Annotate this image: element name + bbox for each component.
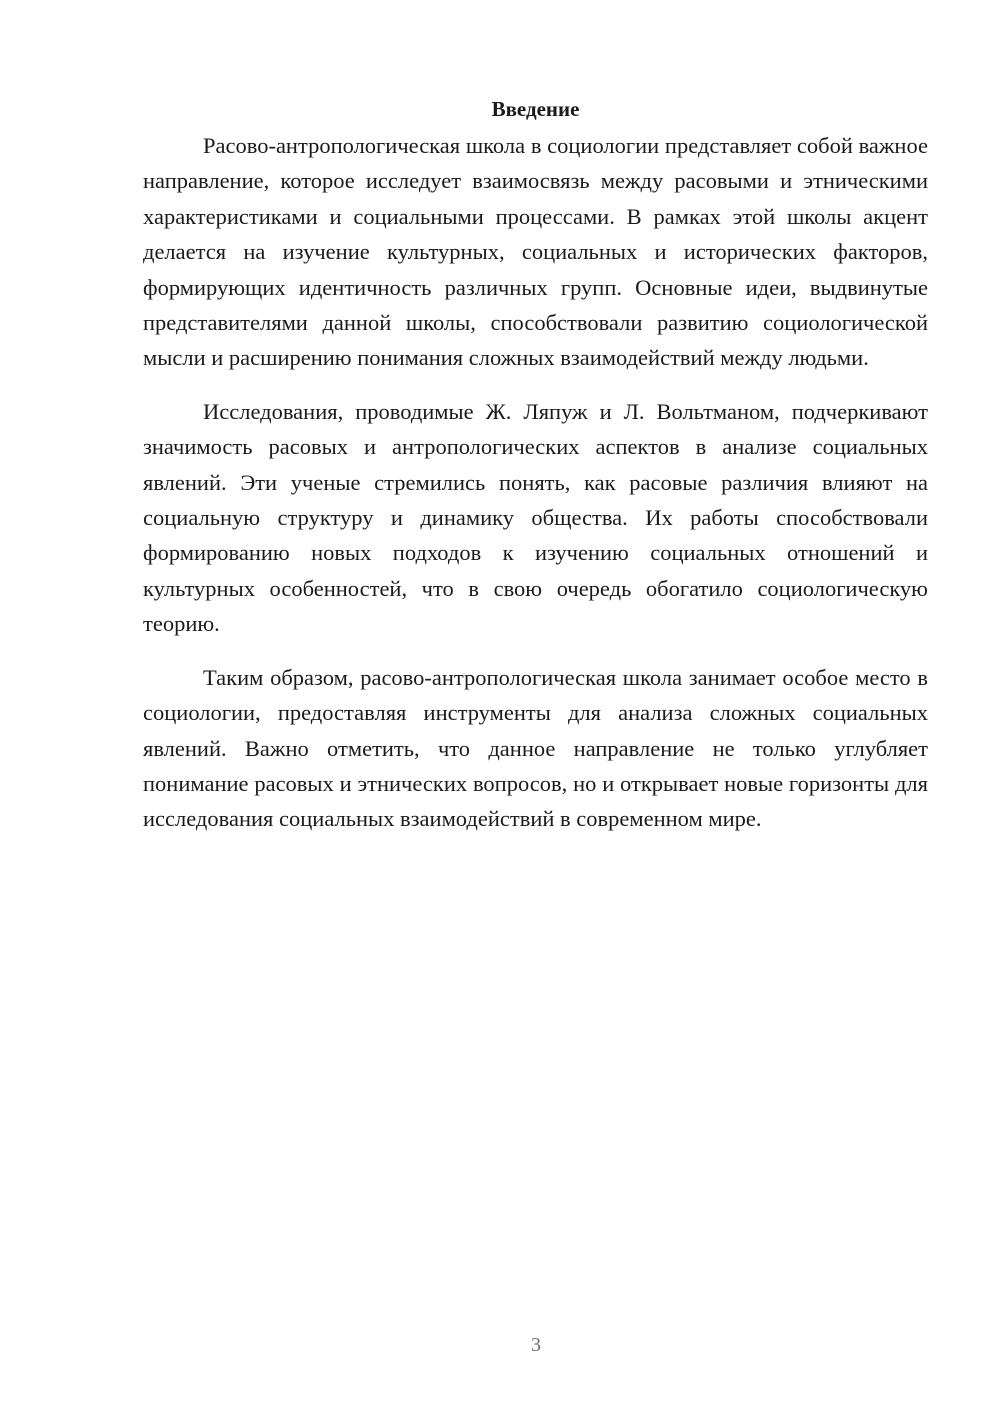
page-number: 3 [531,1334,541,1356]
page-content [143,92,928,855]
paragraph-conclusion: Таким образом, расово-антропологическая школа занимает особое место в социологии, предоставляя инструменты для анализа сложных социальных явлений. Важно отметить, что данное направление не только углубляет понимание расовых и этнических вопросов, но и открывает новые горизонты для исследования социальных взаимодействий в современном мире. [143,664,928,832]
section-title: Введение [491,97,580,121]
paragraph-intro: Расово-антропологическая школа в социологии представляет собой важное направление, которое исследует взаимосвязь между расовыми и этническими характеристиками и социальными процессами. В рамках этой школы акцент делается на изучение культурных, социальных и исторических факторов, формирующих идентичность различных групп. Основные идеи, выдвинутые представителями данной школы, способствовали развитию социологической мысли и расширению понимания сложных взаимодействий между людьми. [143,133,928,371]
paragraph-research: Исследования, проводимые Ж. Ляпуж и Л. Вольтманом, подчеркивают значимость расовых и антропологических аспектов в анализе социальных явлений. Эти ученые стремились понять, как расовые различия влияют на социальную структуру и динамику общества. Их работы способствовали формированию новых подходов к изучению социальных отношений и культурных особенностей, что в свою очередь обогатило социологическую теорию. [143,398,928,637]
